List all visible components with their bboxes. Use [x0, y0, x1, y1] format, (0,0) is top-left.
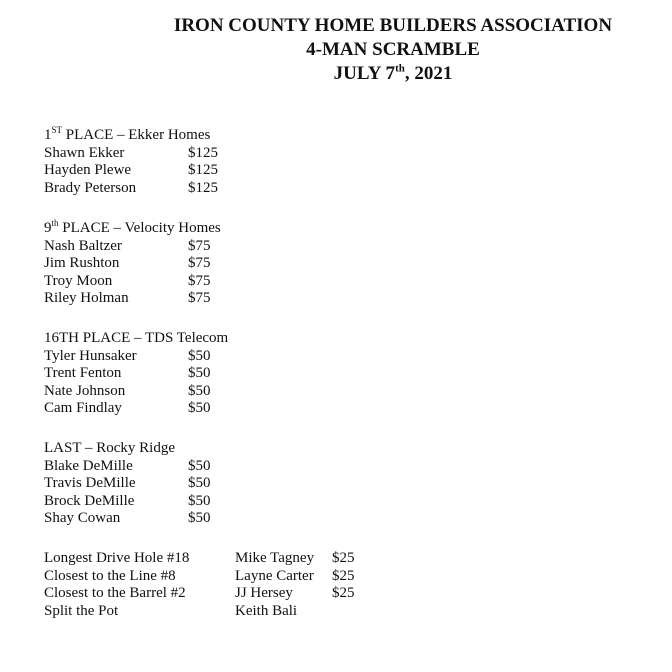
payout-amount: $125: [188, 144, 218, 161]
list-item: [44, 365, 228, 383]
player-name: Shay Cowan: [44, 510, 121, 526]
player-name: Shawn Ekker: [44, 144, 125, 161]
player-name: Travis DeMille: [44, 475, 136, 491]
player-name: Hayden Plewe: [44, 162, 132, 178]
award-winner: Keith Bali: [235, 602, 298, 619]
section-last-place: [44, 440, 211, 528]
award-prize: $25: [332, 567, 355, 584]
payout-amount: $75: [188, 237, 211, 254]
player-name: Brock DeMille: [44, 492, 135, 509]
list-item: [44, 457, 211, 476]
event-title: 4-MAN SCRAMBLE: [306, 39, 480, 60]
section-title: LAST – Rocky Ridge: [44, 440, 175, 456]
payout-amount: $75: [188, 272, 211, 289]
player-name: Riley Holman: [44, 290, 129, 306]
player-name: Nash Baltzer: [44, 237, 122, 254]
player-name: Troy Moon: [44, 272, 113, 289]
payout-amount: $50: [188, 365, 211, 381]
award-name: Closest to the Line #8: [44, 567, 176, 584]
award-winner: Mike Tagney: [235, 550, 315, 566]
section-title: 1ST PLACE – Ekker Homes: [44, 125, 211, 143]
award-prize: $25: [332, 550, 355, 566]
list-item: [44, 475, 211, 493]
list-item: [44, 144, 218, 163]
payout-amount: $50: [188, 382, 211, 399]
payout-amount: $50: [188, 347, 211, 364]
award-name: Longest Drive Hole #18: [44, 550, 190, 566]
section-sixteenth-place: [44, 330, 228, 418]
player-name: Blake DeMille: [44, 457, 133, 474]
list-item: [44, 255, 221, 273]
list-item: [44, 510, 211, 528]
award-name: Closest to the Barrel #2: [44, 585, 186, 601]
payout-amount: $125: [188, 179, 218, 196]
payout-amount: $125: [188, 162, 218, 178]
player-name: Trent Fenton: [44, 365, 122, 381]
award-winner: Layne Carter: [235, 567, 314, 584]
award-winner: JJ Hersey: [235, 585, 293, 601]
payout-amount: $50: [188, 475, 211, 491]
list-item: [44, 290, 221, 308]
section-title: 9th PLACE – Velocity Homes: [44, 218, 221, 236]
payout-amount: $50: [188, 457, 211, 474]
list-item: [44, 400, 228, 418]
list-item: [44, 273, 221, 291]
payout-amount: $50: [188, 492, 211, 509]
list-item: [44, 179, 218, 198]
list-item: [44, 492, 211, 511]
payout-amount: $75: [188, 290, 211, 306]
player-name: Tyler Hunsaker: [44, 347, 137, 364]
association-title: IRON COUNTY HOME BUILDERS ASSOCIATION: [173, 15, 613, 36]
player-name: Cam Findlay: [44, 400, 122, 416]
award-prize: $25: [332, 585, 355, 601]
list-item: [44, 383, 228, 401]
document-header: [128, 14, 658, 86]
section-title: 16TH PLACE – TDS Telecom: [44, 330, 229, 346]
award-name: Split the Pot: [44, 602, 119, 619]
player-name: Brady Peterson: [44, 179, 137, 196]
list-item: [44, 162, 218, 180]
section-ninth-place: [44, 220, 221, 308]
section-first-place: [44, 125, 218, 197]
payout-amount: $50: [188, 510, 211, 526]
list-item: [44, 238, 221, 256]
list-item: [44, 348, 228, 366]
payout-amount: $50: [188, 400, 211, 416]
player-name: Jim Rushton: [44, 255, 120, 271]
event-date: JULY 7th, 2021: [333, 62, 453, 84]
payout-amount: $75: [188, 255, 211, 271]
player-name: Nate Johnson: [44, 382, 126, 399]
